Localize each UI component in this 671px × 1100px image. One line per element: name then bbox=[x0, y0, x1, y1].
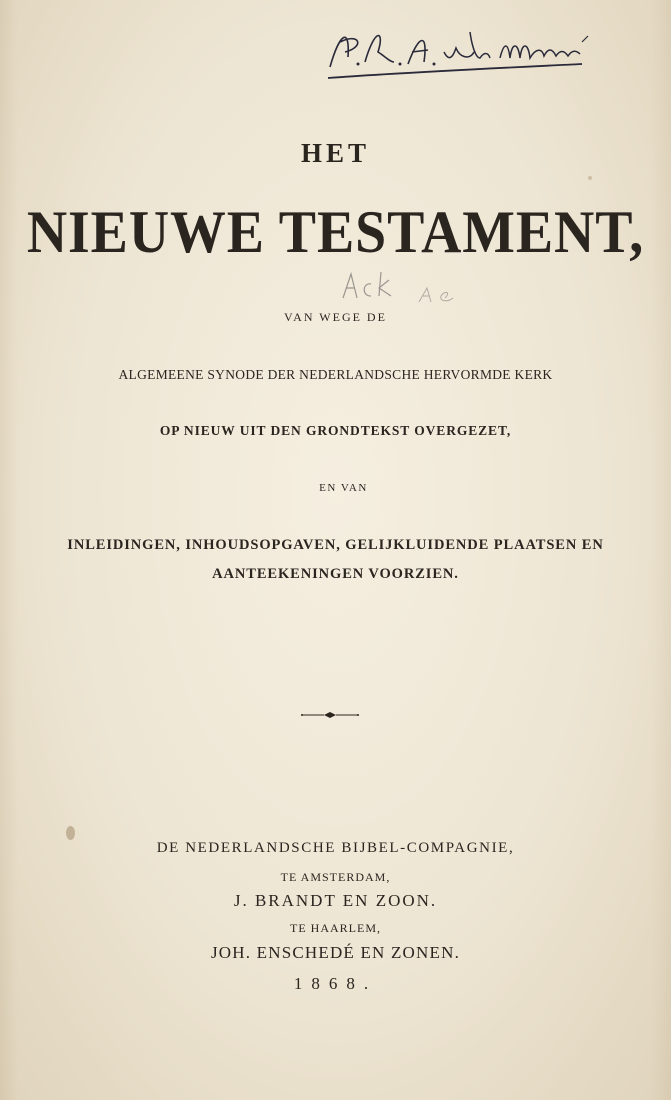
ornament-rule bbox=[300, 711, 360, 719]
line-op-nieuw: OP NIEUW UIT DEN GRONDTEKST OVERGEZET, bbox=[159, 423, 512, 438]
line-van-wege: VAN WEGE DE bbox=[284, 310, 387, 324]
line-inleidingen: INLEIDINGEN, INHOUDSOPGAVEN, GELIJKLUIDENDE PLAATSEN EN bbox=[67, 537, 604, 553]
imprint-printer-enschede: JOH. ENSCHEDÉ EN ZONEN. bbox=[210, 943, 461, 962]
paper-stain bbox=[588, 176, 592, 180]
title-het: HET bbox=[300, 138, 371, 168]
main-title: NIEUWE TESTAMENT, bbox=[26, 199, 645, 265]
imprint-printer-brandt: J. BRANDT EN ZOON. bbox=[233, 891, 438, 910]
line-aanteekeningen: AANTEEKENINGEN VOORZIEN. bbox=[212, 566, 459, 582]
imprint-publisher: DE NEDERLANDSCHE BIJBEL-COMPAGNIE, bbox=[156, 840, 515, 856]
line-en-van: EN VAN bbox=[319, 482, 368, 494]
handwritten-signature bbox=[320, 12, 600, 84]
imprint-city-haarlem: TE HAARLEM, bbox=[290, 921, 381, 935]
pencil-annotation bbox=[335, 268, 465, 308]
line-synode: ALGEMEENE SYNODE DER NEDERLANDSCHE HERVORMDE KERK bbox=[118, 367, 553, 382]
imprint-year: 1868. bbox=[293, 974, 378, 993]
imprint-city-amsterdam: TE AMSTERDAM, bbox=[280, 870, 391, 884]
paper-stain bbox=[66, 826, 75, 840]
